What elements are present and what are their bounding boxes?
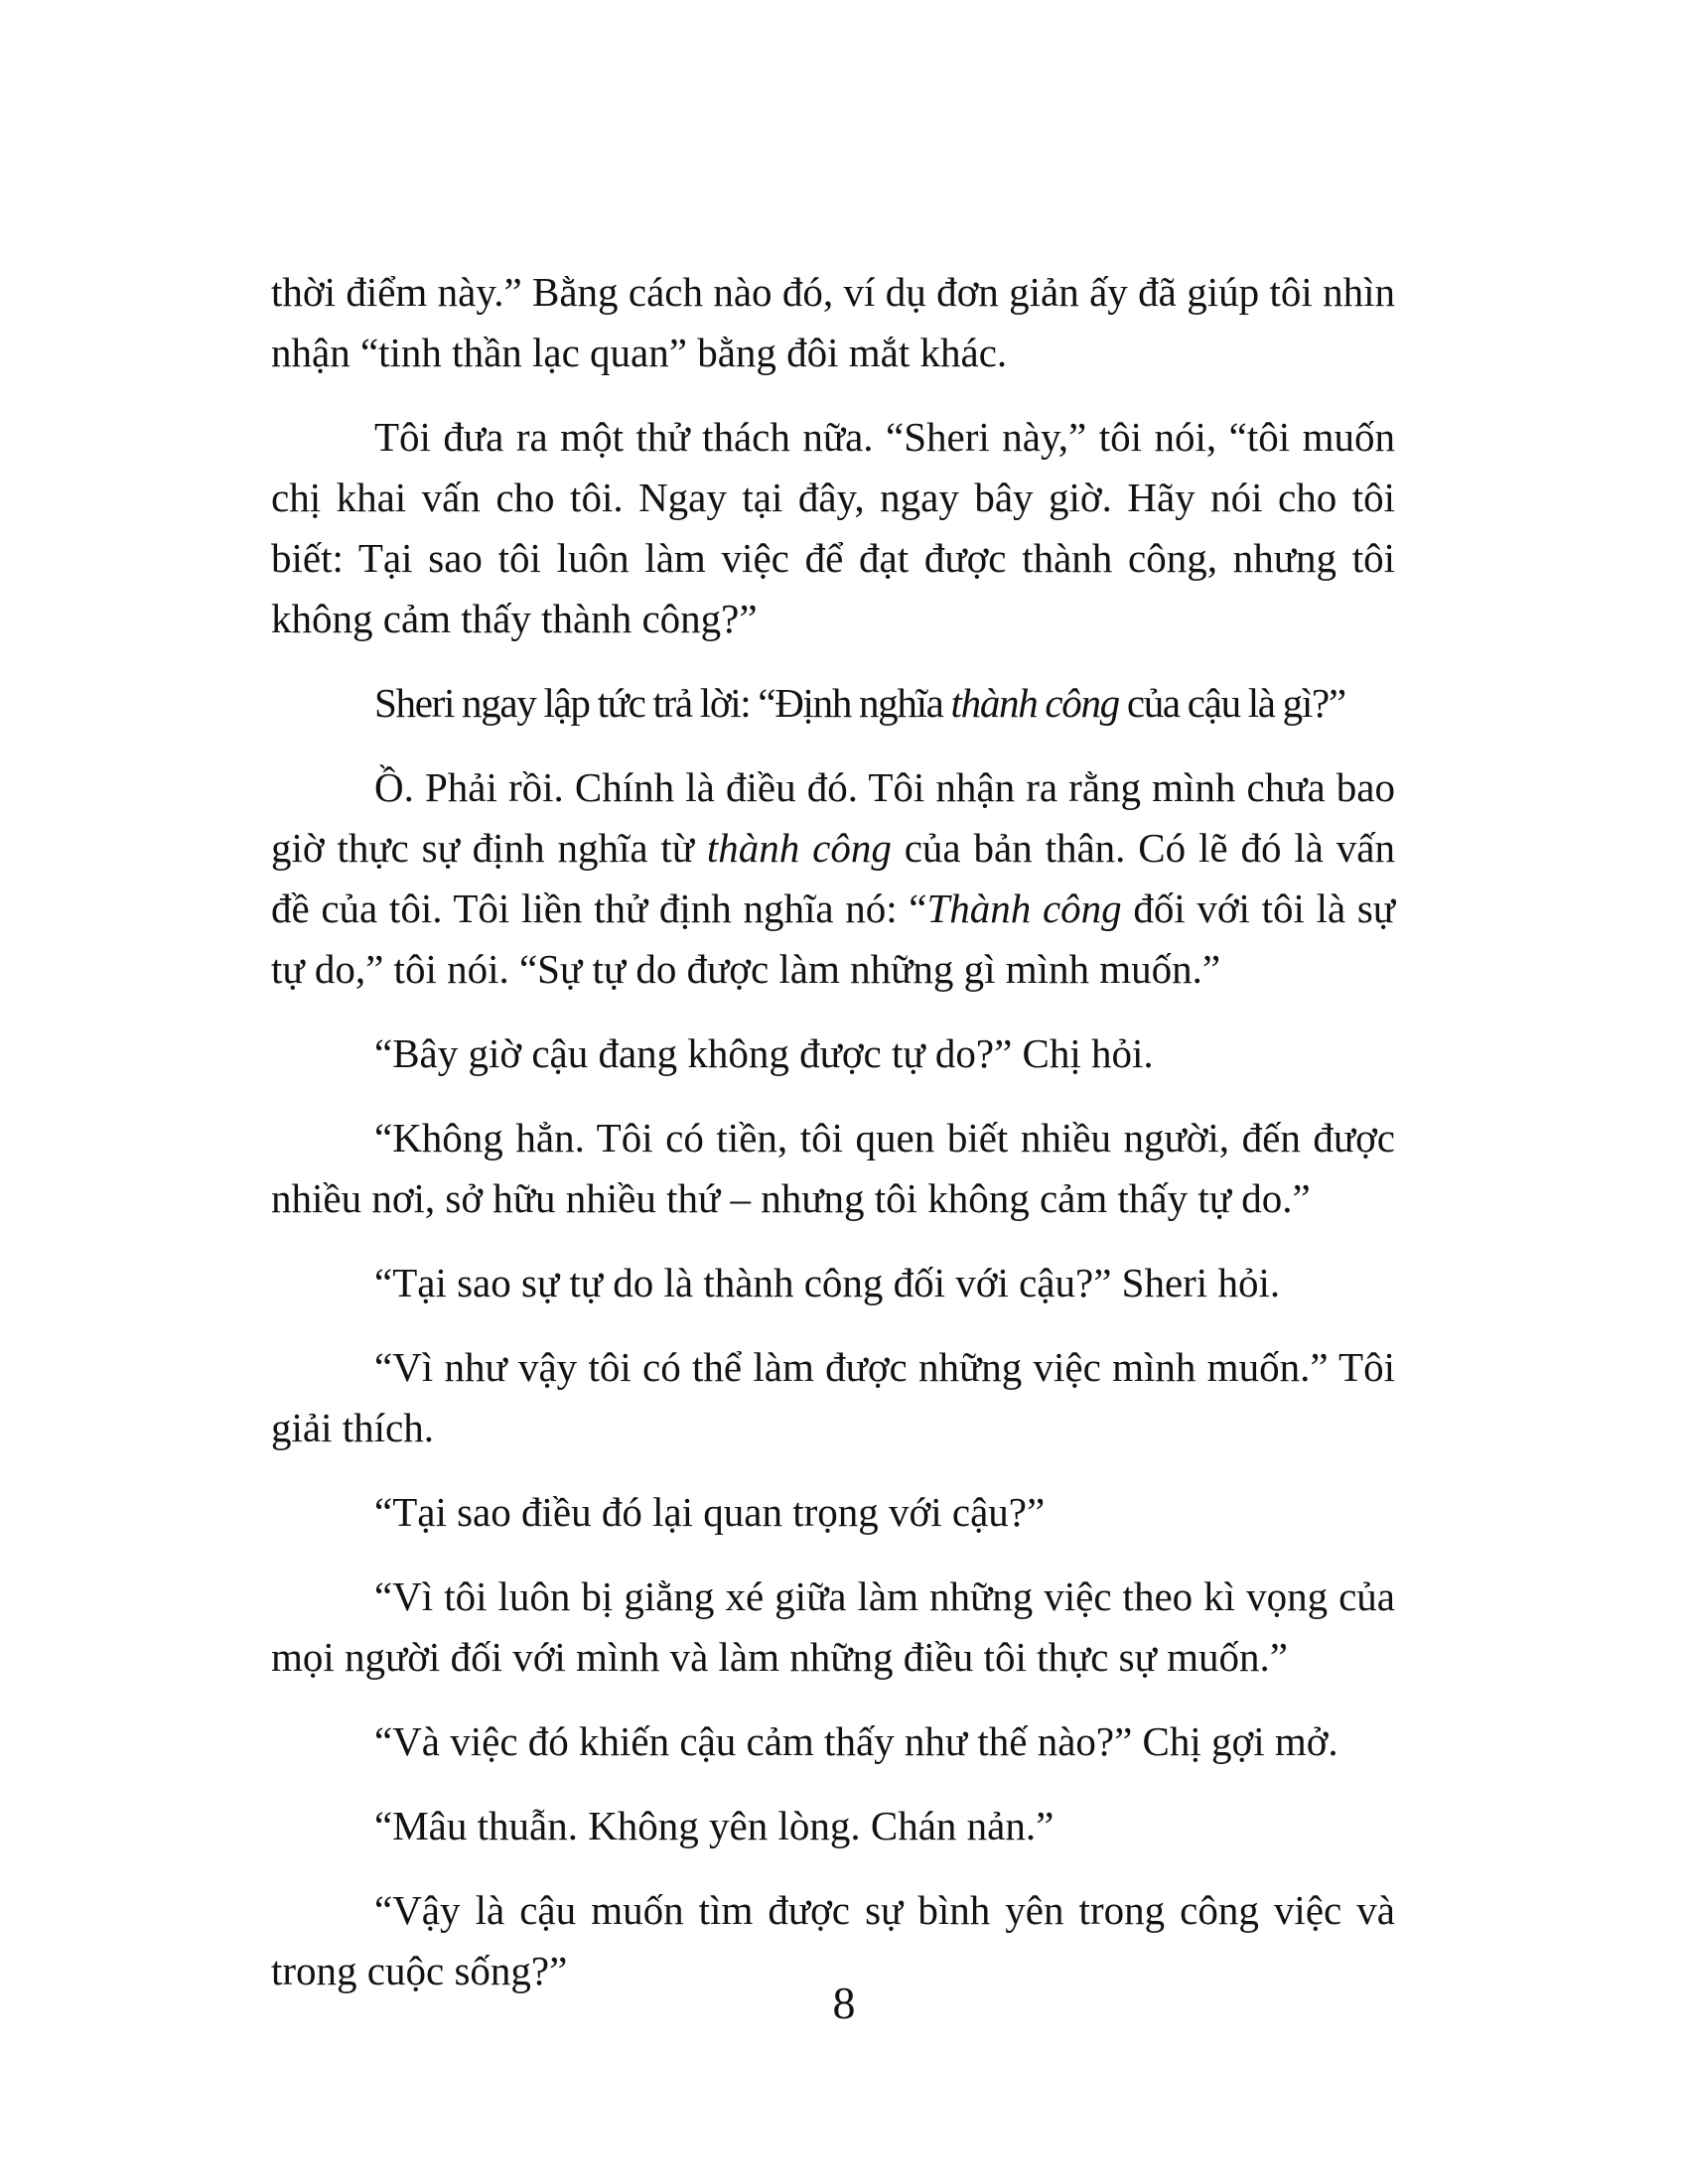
paragraph [271,1567,1395,1688]
text-run: Ồ. Phải rồi. Chính là điều đó. Tôi nhận ra rằng mình chưa bao giờ thực sự định nghĩa từ [271,764,1395,871]
paragraph [271,1024,1395,1084]
paragraph [271,1711,1395,1772]
text-run: “Tại sao sự tự do là thành công đối với cậu?” Sheri hỏi. [374,1260,1281,1305]
text-run: “Mâu thuẫn. Không yên lòng. Chán nản.” [374,1803,1055,1848]
paragraph [271,1253,1395,1313]
page-number: 8 [832,1978,856,2028]
italic-text-run: Thành công [926,886,1122,931]
paragraph [271,1337,1395,1458]
paragraph [271,673,1395,734]
text-run: “Bây giờ cậu đang không được tự do?” Chị hỏi. [374,1030,1154,1076]
paragraph [271,1482,1395,1543]
text-run: “Tại sao điều đó lại quan trọng với cậu?” [374,1489,1046,1535]
text-run: “Vậy là cậu muốn tìm được sự bình yên trong công việc và trong cuộc sống?” [271,1887,1395,1993]
paragraph [271,1108,1395,1229]
text-run: Tôi đưa ra một thử thách nữa. “Sheri này,” tôi nói, “tôi muốn chị khai vấn cho tôi. Ngay tại đây, ngay bây giờ. Hãy nói cho tôi biết: Tại sao tôi luôn làm việc để đạt được thành công, nhưng tôi không cảm thấy thành công?” [271,414,1395,641]
paragraph [271,262,1395,383]
text-run: của cậu là gì?” [1118,680,1345,726]
text-run: “Vì tôi luôn bị giằng xé giữa làm những việc theo kì vọng của mọi người đối với mình và làm những điều tôi thực sự muốn.” [271,1573,1395,1680]
text-run: “Vì như vậy tôi có thể làm được những việc mình muốn.” Tôi giải thích. [271,1344,1395,1450]
paragraph [271,757,1395,1000]
text-run: Sheri ngay lập tức trả lời: “Định nghĩa [374,680,951,726]
text-run: “Và việc đó khiến cậu cảm thấy như thế nào?” Chị gợi mở. [374,1718,1338,1764]
italic-text-run: thành công [950,680,1119,726]
italic-text-run: thành công [706,825,892,871]
text-run: thời điểm này.” Bằng cách nào đó, ví dụ đơn giản ấy đã giúp tôi nhìn nhận “tinh thần lạc quan” bằng đôi mắt khác. [271,269,1395,375]
text-run: đối với tôi là sự tự do,” tôi nói. “Sự tự do được làm những gì mình muốn.” [271,886,1396,992]
text-run: “Không hẳn. Tôi có tiền, tôi quen biết nhiều người, đến được nhiều nơi, sở hữu nhiều thứ – nhưng tôi không cảm thấy tự do.” [271,1115,1395,1221]
text-block [271,262,1395,2025]
paragraph [271,407,1395,649]
paragraph [271,1796,1395,1856]
text-run: của bản thân. Có lẽ đó là vấn đề của tôi. Tôi liền thử định nghĩa nó: “ [271,825,1395,931]
